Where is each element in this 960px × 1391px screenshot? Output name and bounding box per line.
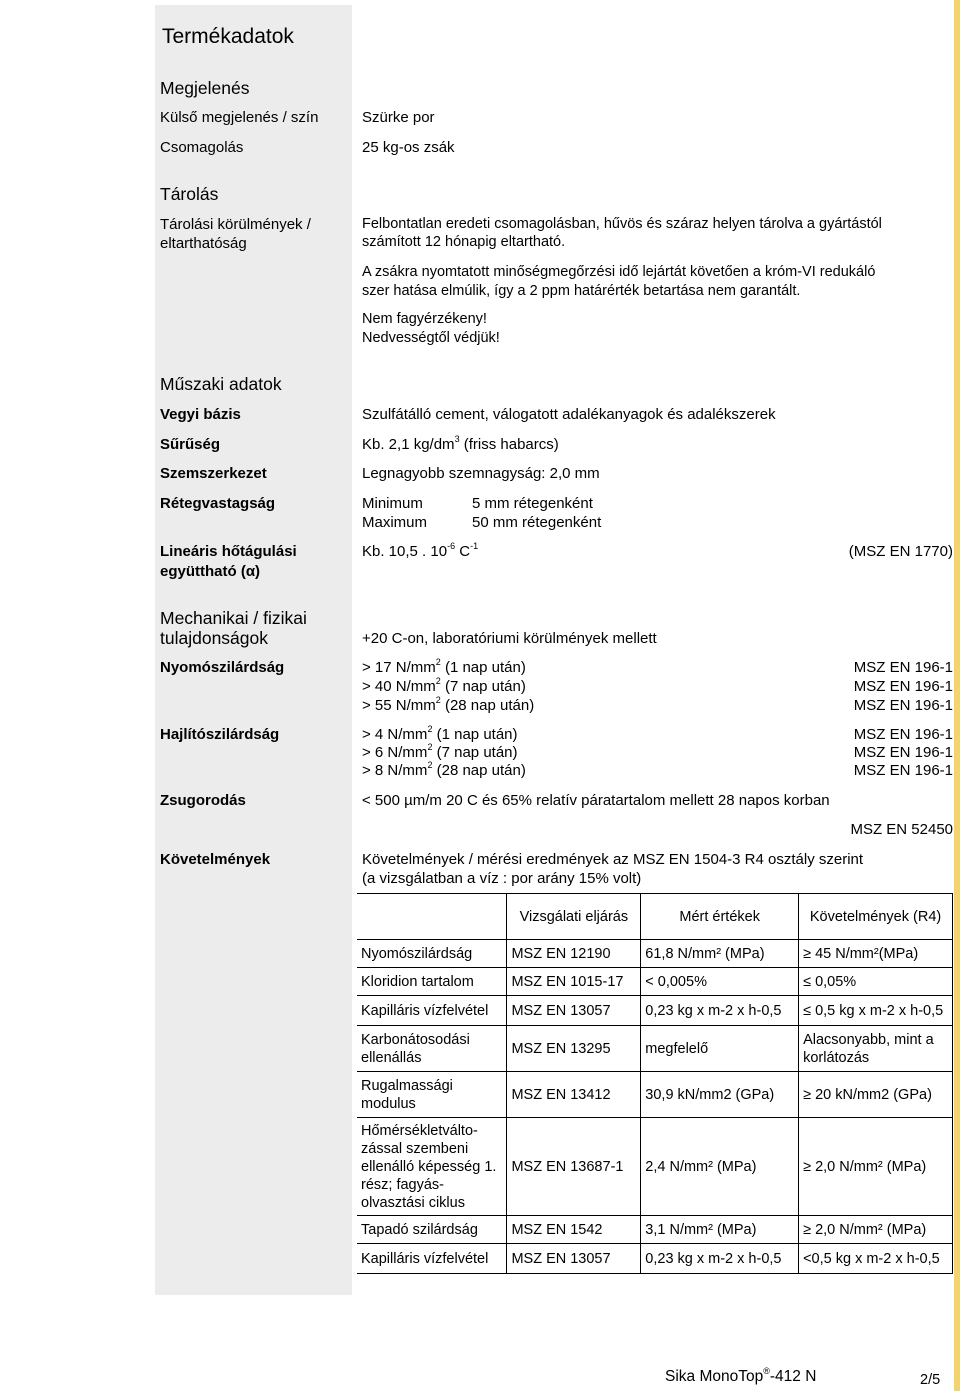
table-cell-method: MSZ EN 13687-1: [507, 1118, 641, 1216]
tarolas-p2-line2: szer hatása elmúlik, így a 2 ppm határérték betartása nem garantált.: [362, 283, 801, 299]
nyomo-std-3: MSZ EN 196-1: [853, 697, 953, 714]
table-row: [357, 1118, 953, 1216]
value-szemszerkezet: Legnagyobb szemnagyság: 2,0 mm: [362, 465, 600, 482]
section-heading-mechanikai-line2: tulajdonságok: [160, 628, 268, 648]
table-cell-measured: 61,8 N/mm² (MPa): [641, 940, 799, 968]
footer-page-number: 2/5: [920, 1372, 941, 1388]
hajlito-row-1: > 4 $N/mm^2$ (1 nap után): [362, 724, 518, 743]
label-tarolasi-line1: Tárolási körülmények /: [160, 216, 311, 233]
table-cell-measured: < 0,005%: [641, 968, 799, 996]
label-suruseg: Sűrűség: [160, 436, 221, 453]
table-row: [357, 1244, 953, 1274]
table-cell-measured: 0,23 kg x m-2 x h-0,5: [641, 996, 799, 1026]
table-header-measured: Mért értékek: [641, 894, 799, 940]
table-cell-method: MSZ EN 1542: [507, 1216, 641, 1244]
label-nyomoszilardsag: Nyomószilárdság: [160, 659, 285, 676]
value-zsugorodas: < 500 µm/m 20 C és 65% relatív páratartalom mellett 28 napos korban: [362, 792, 830, 809]
table-cell-measured: 3,1 N/mm² (MPa): [641, 1216, 799, 1244]
table-row: [357, 996, 953, 1026]
tarolas-p1-line2: számított 12 hónapig eltartható.: [362, 234, 566, 250]
table-cell-method: MSZ EN 12190: [507, 940, 641, 968]
reteg-min-value: 5 mm rétegenként: [472, 495, 593, 512]
section-heading-muszaki: Műszaki adatok: [160, 374, 282, 394]
table-cell-prop: Tapadó szilárdság: [357, 1216, 507, 1244]
kovetelmenyek-line1: Követelmények / mérési eredmények az MSZ EN 1504-3 R4 osztály szerint: [362, 851, 864, 868]
label-linearis-line1: Lineáris hőtágulási: [160, 543, 297, 560]
reteg-max-value: 50 mm rétegenként: [472, 514, 602, 531]
table-row: [357, 1216, 953, 1244]
nyomo-std-1: MSZ EN 196-1: [853, 659, 953, 676]
tarolas-p2-line1: A zsákra nyomtatott minőségmegőrzési idő lejártát követően a króm-VI redukáló: [362, 264, 876, 280]
table-cell-req: ≥ 2,0 N/mm² (MPa): [799, 1216, 953, 1244]
label-retegvastagsag: Rétegvastagság: [160, 495, 276, 512]
nyomo-row-3: > 55 $N/mm^2$ (28 nap után): [362, 695, 535, 714]
table-cell-measured: 2,4 N/mm² (MPa): [641, 1118, 799, 1216]
table-cell-prop: Kapilláris vízfelvétel: [357, 1244, 507, 1274]
hajlito-std-1: MSZ EN 196-1: [853, 726, 953, 743]
table-header-empty: [357, 894, 507, 940]
hajlito-std-2: MSZ EN 196-1: [853, 744, 953, 761]
table-cell-req: <0,5 kg x m-2 x h-0,5: [799, 1244, 953, 1274]
section-heading-mechanikai-line1: Mechanikai / fizikai: [160, 608, 307, 628]
mechanikai-condition: +20 C-on, laboratóriumi körülmények mellett: [362, 630, 657, 647]
label-zsugorodas: Zsugorodás: [160, 792, 246, 809]
label-kovetelmenyek: Követelmények: [160, 851, 271, 868]
table-cell-method: MSZ EN 13057: [507, 996, 641, 1026]
value-vegyi-bazis: Szulfátálló cement, válogatott adalékanyagok és adalékszerek: [362, 406, 776, 423]
table-row: [357, 968, 953, 996]
std-zsugorodas: MSZ EN 52450: [850, 821, 953, 838]
table-cell-method: MSZ EN 13057: [507, 1244, 641, 1274]
section-heading-megjelenes: Megjelenés: [160, 78, 250, 98]
nyomo-row-1: > 17 $N/mm^2$ (1 nap után): [362, 657, 526, 676]
right-edge-stripe: [954, 0, 960, 1391]
tarolas-p1-line1: Felbontatlan eredeti csomagolásban, hűvös és száraz helyen tárolva a gyártástól: [362, 216, 882, 232]
kovetelmenyek-line2: (a vizsgálatban a víz : por arány 15% volt): [362, 870, 642, 887]
value-linearis: Kb. 10,5 . $10^{-6}$ $C^{-1}$: [362, 541, 479, 560]
reteg-max-label: Maximum: [362, 514, 428, 531]
hajlito-std-3: MSZ EN 196-1: [853, 762, 953, 779]
hajlito-row-3: > 8 $N/mm^2$ (28 nap után): [362, 760, 526, 779]
section-heading-tarolas: Tárolás: [160, 184, 219, 204]
table-cell-req: ≥ 20 kN/mm2 (GPa): [799, 1072, 953, 1118]
label-vegyi-bazis: Vegyi bázis: [160, 406, 241, 423]
label-szemszerkezet: Szemszerkezet: [160, 465, 267, 482]
table-header-row: [357, 894, 953, 940]
nyomo-std-2: MSZ EN 196-1: [853, 678, 953, 695]
table-cell-measured: 30,9 kN/mm2 (GPa): [641, 1072, 799, 1118]
hajlito-row-2: > 6 $N/mm^2$ (7 nap után): [362, 742, 518, 761]
nyomo-row-2: > 40 $N/mm^2$ (7 nap után): [362, 676, 526, 695]
value-csomagolas: 25 kg-os zsák: [362, 139, 455, 156]
table-header-method: Vizsgálati eljárás: [507, 894, 641, 940]
label-tarolasi-line2: eltarthatóság: [160, 235, 247, 252]
table-cell-method: MSZ EN 13412: [507, 1072, 641, 1118]
table-cell-req: Alacsonyabb, mint a korlátozás: [799, 1026, 953, 1072]
tarolas-p3-line2: Nedvességtől védjük!: [362, 330, 500, 346]
reteg-min-label: Minimum: [362, 495, 423, 512]
label-csomagolas: Csomagolás: [160, 139, 244, 156]
table-cell-req: ≤ 0,5 kg x m-2 x h-0,5: [799, 996, 953, 1026]
table-row: [357, 940, 953, 968]
table-cell-prop: Nyomószilárdság: [357, 940, 507, 968]
value-szin: Szürke por: [362, 109, 435, 126]
table-cell-prop: Kapilláris vízfelvétel: [357, 996, 507, 1026]
table-row: [357, 1072, 953, 1118]
table-cell-req: ≤ 0,05%: [799, 968, 953, 996]
std-linearis: (MSZ EN 1770): [848, 543, 953, 560]
tarolas-p3-line1: Nem fagyérzékeny!: [362, 311, 487, 327]
table-cell-prop: Karbonátosodási ellenállás: [357, 1026, 507, 1072]
page-title: Termékadatok: [162, 25, 294, 48]
table-cell-prop: Kloridion tartalom: [357, 968, 507, 996]
table-row: [357, 1026, 953, 1072]
label-linearis-line2: együttható (α): [160, 563, 261, 580]
table-cell-method: MSZ EN 13295: [507, 1026, 641, 1072]
table-cell-prop: Hőmérsékletválto-zással szembeni ellenálló képesség 1. rész; fagyás-olvasztási ciklus: [357, 1118, 507, 1216]
table-cell-prop: Rugalmassági modulus: [357, 1072, 507, 1118]
label-hajlitoszilardsag: Hajlítószilárdság: [160, 726, 280, 743]
label-kulso-megjelenes: Külső megjelenés / szín: [160, 109, 319, 126]
footer-product: Sika MonoTop®-412 N: [665, 1366, 817, 1385]
table-cell-req: ≥ 2,0 N/mm² (MPa): [799, 1118, 953, 1216]
table-cell-measured: 0,23 kg x m-2 x h-0,5: [641, 1244, 799, 1274]
table-cell-measured: megfelelő: [641, 1026, 799, 1072]
value-suruseg: Kb. 2,1 $kg/dm^3$ (friss habarcs): [362, 434, 559, 453]
table-header-requirement: Követelmények (R4): [799, 894, 953, 940]
table-cell-req: ≥ 45 N/mm²(MPa): [799, 940, 953, 968]
table-cell-method: MSZ EN 1015-17: [507, 968, 641, 996]
requirements-table: [357, 893, 953, 1274]
